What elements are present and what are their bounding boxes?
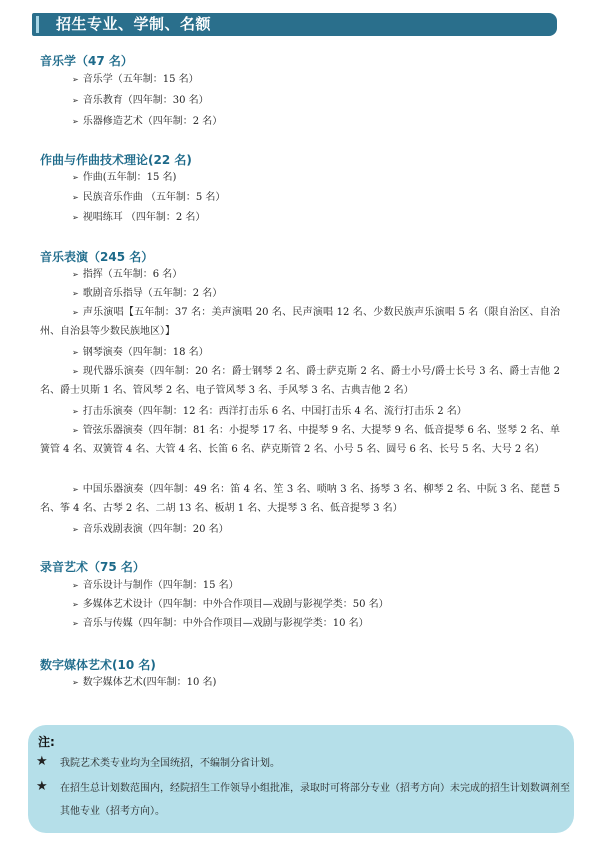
arrow-bullet-icon: ➢: [72, 96, 79, 105]
arrow-bullet-icon: ➢: [72, 426, 79, 435]
section-title: 音乐学（47 名）: [40, 54, 133, 68]
list-item: ➢ 管弦乐器演奏（四年制：81 名：小提琴 17 名、中提琴 9 名、大提琴 9 名、低音提琴 6 名、竖琴 2 名、单簧管 4 名、双簧管 4 名、大管 4 名、长笛 6 名、萨克斯管 2 名、小号 5 名、圆号 6 名、长号 5 名、大号 2 名）: [40, 425, 560, 455]
arrow-bullet-icon: ➢: [72, 525, 79, 534]
arrow-bullet-icon: ➢: [72, 193, 79, 202]
note-text: 在招生总计划数范围内，经院招生工作领导小组批准，录取时可将部分专业（招考方向）未完成的招生计划数调剂至其他专业（招考方向）。: [60, 783, 570, 817]
arrow-bullet-icon: ➢: [72, 678, 79, 687]
arrow-bullet-icon: ➢: [72, 270, 79, 279]
arrow-bullet-icon: ➢: [72, 289, 79, 298]
list-item: ➢ 数字媒体艺术(四年制：10 名): [72, 677, 217, 688]
list-item: ➢ 中国乐器演奏（四年制：49 名：笛 4 名、笙 3 名、唢呐 3 名、扬琴 3 名、柳琴 2 名、中阮 3 名、琵琶 5 名、筝 4 名、古琴 2 名、二胡 13 名、板胡 1 名、大提琴 3 名、低音提琴 3 名）: [40, 484, 560, 514]
note-text: 我院艺术类专业均为全国统招，不编制分省计划。: [60, 758, 280, 769]
list-item: ➢ 钢琴演奏（四年制：18 名）: [72, 347, 209, 358]
star-bullet-icon: ★: [36, 754, 48, 769]
section-title: 数字媒体艺术(10 名): [40, 658, 156, 672]
list-item: ➢ 作曲(五年制：15 名): [72, 172, 177, 183]
notes-title: 注:: [38, 735, 55, 749]
star-bullet-icon: ★: [36, 779, 48, 794]
section-title: 作曲与作曲技术理论(22 名): [40, 153, 192, 167]
list-item: ➢ 现代器乐演奏（四年制：20 名：爵士钢琴 2 名、爵士萨克斯 2 名、爵士小号/爵士长号 3 名、爵士吉他 2 名、爵士贝斯 1 名、管风琴 2 名、电子管风琴 3 名、手风琴 3 名、古典吉他 2 名）: [40, 366, 560, 396]
notes-box: [28, 725, 574, 833]
list-item: ➢ 乐器修造艺术（四年制：2 名）: [72, 116, 223, 127]
list-item: ➢ 民族音乐作曲 （五年制：5 名）: [72, 192, 226, 203]
page-title: 招生专业、学制、名额: [56, 15, 212, 33]
list-item: ➢ 音乐与传媒（四年制：中外合作项目—戏剧与影视学类：10 名）: [72, 618, 369, 629]
arrow-bullet-icon: ➢: [72, 600, 79, 609]
arrow-bullet-icon: ➢: [72, 348, 79, 357]
list-item: ➢ 指挥（五年制：6 名）: [72, 269, 183, 280]
arrow-bullet-icon: ➢: [72, 581, 79, 590]
header-accent-stripe: [36, 16, 39, 33]
arrow-bullet-icon: ➢: [72, 367, 79, 376]
list-item: ➢ 音乐戏剧表演（四年制：20 名）: [72, 524, 229, 535]
arrow-bullet-icon: ➢: [72, 485, 79, 494]
list-item: ➢ 打击乐演奏（四年制：12 名：西洋打击乐 6 名、中国打击乐 4 名、流行打击乐 2 名）: [72, 406, 467, 417]
list-item: ➢ 音乐教育（四年制：30 名）: [72, 95, 209, 106]
list-item: ➢ 歌剧音乐指导（五年制：2 名）: [72, 288, 223, 299]
arrow-bullet-icon: ➢: [72, 407, 79, 416]
list-item: ➢ 音乐学（五年制：15 名）: [72, 74, 199, 85]
arrow-bullet-icon: ➢: [72, 75, 79, 84]
arrow-bullet-icon: ➢: [72, 117, 79, 126]
arrow-bullet-icon: ➢: [72, 173, 79, 182]
arrow-bullet-icon: ➢: [72, 619, 79, 628]
list-item: ➢ 声乐演唱【五年制：37 名：美声演唱 20 名、民声演唱 12 名、少数民族声乐演唱 5 名（限自治区、自治州、自治县等少数民族地区）】: [40, 307, 560, 337]
list-item: ➢ 视唱练耳 （四年制：2 名）: [72, 212, 206, 223]
section-title: 音乐表演（245 名）: [40, 250, 154, 264]
list-item: ➢ 多媒体艺术设计（四年制：中外合作项目—戏剧与影视学类：50 名）: [72, 599, 389, 610]
section-header-bar: [32, 13, 557, 36]
list-item: ➢ 音乐设计与制作（四年制：15 名）: [72, 580, 239, 591]
arrow-bullet-icon: ➢: [72, 213, 79, 222]
arrow-bullet-icon: ➢: [72, 308, 79, 317]
section-title: 录音艺术（75 名）: [40, 560, 145, 574]
